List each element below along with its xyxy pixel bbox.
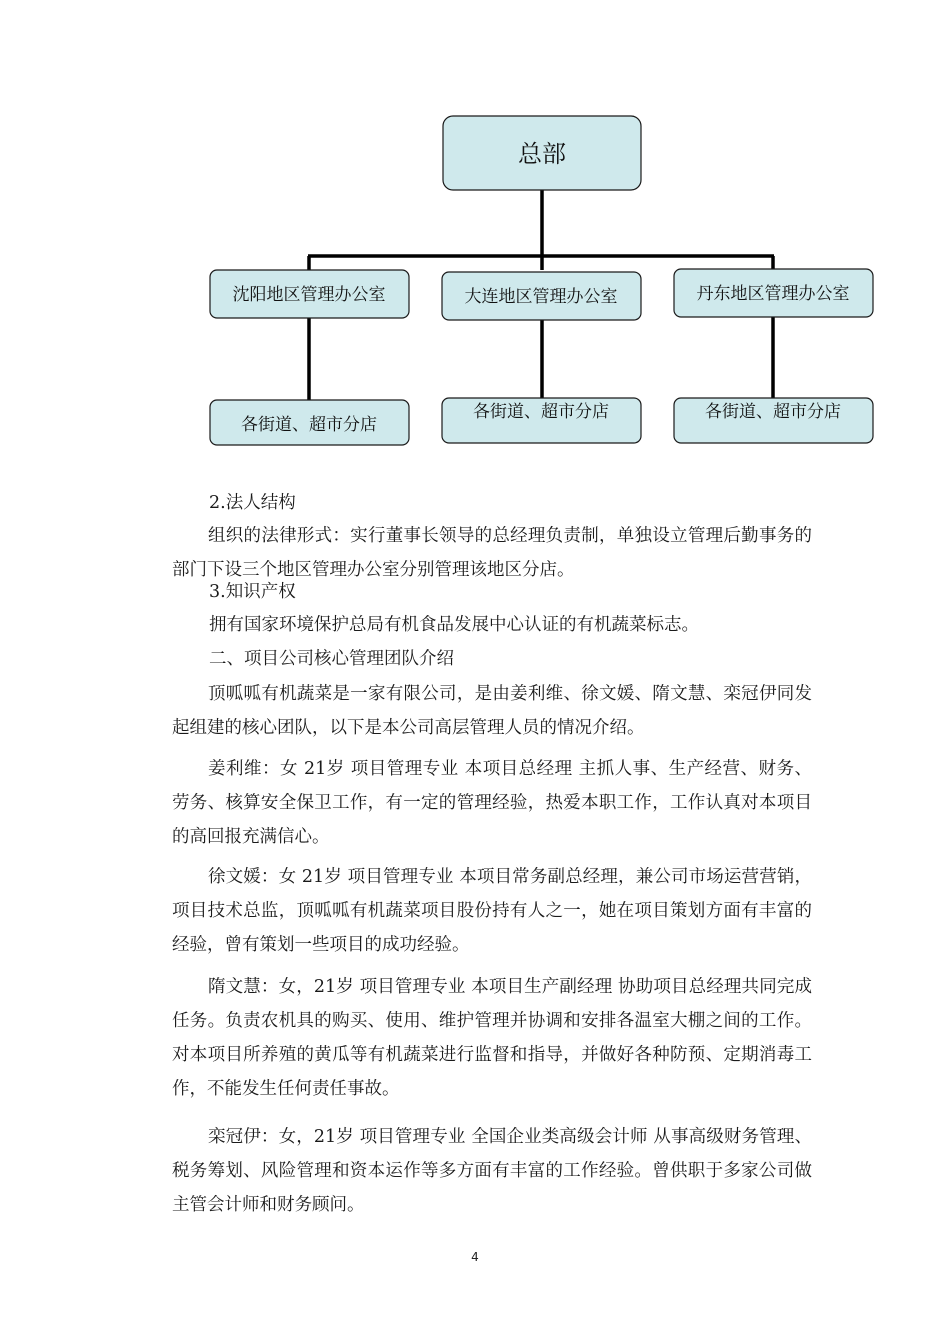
- org-node-region-dalian: [442, 272, 641, 320]
- legal-structure-heading: 2.法人结构: [209, 493, 296, 513]
- org-node-branch-shenyang: [210, 400, 409, 445]
- legal-structure-text: 组织的法律形式：实行董事长领导的总经理负责制，单独设立管理后勤事务的部门下设三个地区管理办公室分别管理该地区分店。: [172, 526, 812, 580]
- member-jiang-liwei: 姜利维：女 21岁 项目管理专业 本项目总经理 主抓人事、生产经营、财务、劳务、核算安全保卫工作，有一定的管理经验，热爱本职工作，工作认真对本项目的高回报充满信心。: [172, 759, 812, 847]
- org-node-root-label: 总部: [518, 140, 566, 168]
- org-node-root: [443, 116, 641, 190]
- org-node-region-label: 大连地区管理办公室: [464, 287, 618, 307]
- page-number: 4: [471, 1250, 479, 1264]
- member-luan-guanyi: 栾冠伊：女，21岁 项目管理专业 全国企业类高级会计师 从事高级财务管理、税务筹划、风险管理和资本运作等多方面有丰富的工作经验。曾供职于多家公司做主管会计师和财务顾问。: [172, 1127, 812, 1215]
- org-chart: [0, 0, 950, 470]
- team-intro: 顶呱呱有机蔬菜是一家有限公司，是由姜利维、徐文媛、隋文慧、栾冠伊同发起组建的核心团队，以下是本公司高层管理人员的情况介绍。: [172, 684, 812, 738]
- org-node-branch-dalian: [442, 398, 641, 443]
- org-node-region-label: 丹东地区管理办公室: [696, 284, 850, 304]
- org-node-branch-dandong: [674, 398, 873, 443]
- org-node-branch-label: 各街道、超市分店: [473, 402, 609, 422]
- ip-heading: 3.知识产权: [209, 582, 296, 602]
- member-sui-wenhui: 隋文慧：女，21岁 项目管理专业 本项目生产副经理 协助项目总经理共同完成任务。负责农机具的购买、使用、维护管理并协调和安排各温室大棚之间的工作。对本项目所养殖的黄瓜等有机蔬菜进行监督和指导，并做好各种防预、定期消毒工作，不能发生任何责任事故。: [172, 977, 812, 1099]
- ip-text: 拥有国家环境保护总局有机食品发展中心认证的有机蔬菜标志。: [209, 615, 699, 635]
- org-node-region-label: 沈阳地区管理办公室: [232, 285, 386, 305]
- team-heading: 二、项目公司核心管理团队介绍: [209, 649, 454, 669]
- org-node-region-dandong: [674, 269, 873, 317]
- member-xu-wenyuan: 徐文媛：女 21岁 项目管理专业 本项目常务副总经理，兼公司市场运营营销，项目技术总监，顶呱呱有机蔬菜项目股份持有人之一，她在项目策划方面有丰富的经验，曾有策划一些项目的成功经验。: [172, 867, 812, 955]
- org-node-branch-label: 各街道、超市分店: [705, 402, 841, 422]
- org-node-branch-label: 各街道、超市分店: [241, 415, 377, 435]
- org-node-region-shenyang: [210, 270, 409, 318]
